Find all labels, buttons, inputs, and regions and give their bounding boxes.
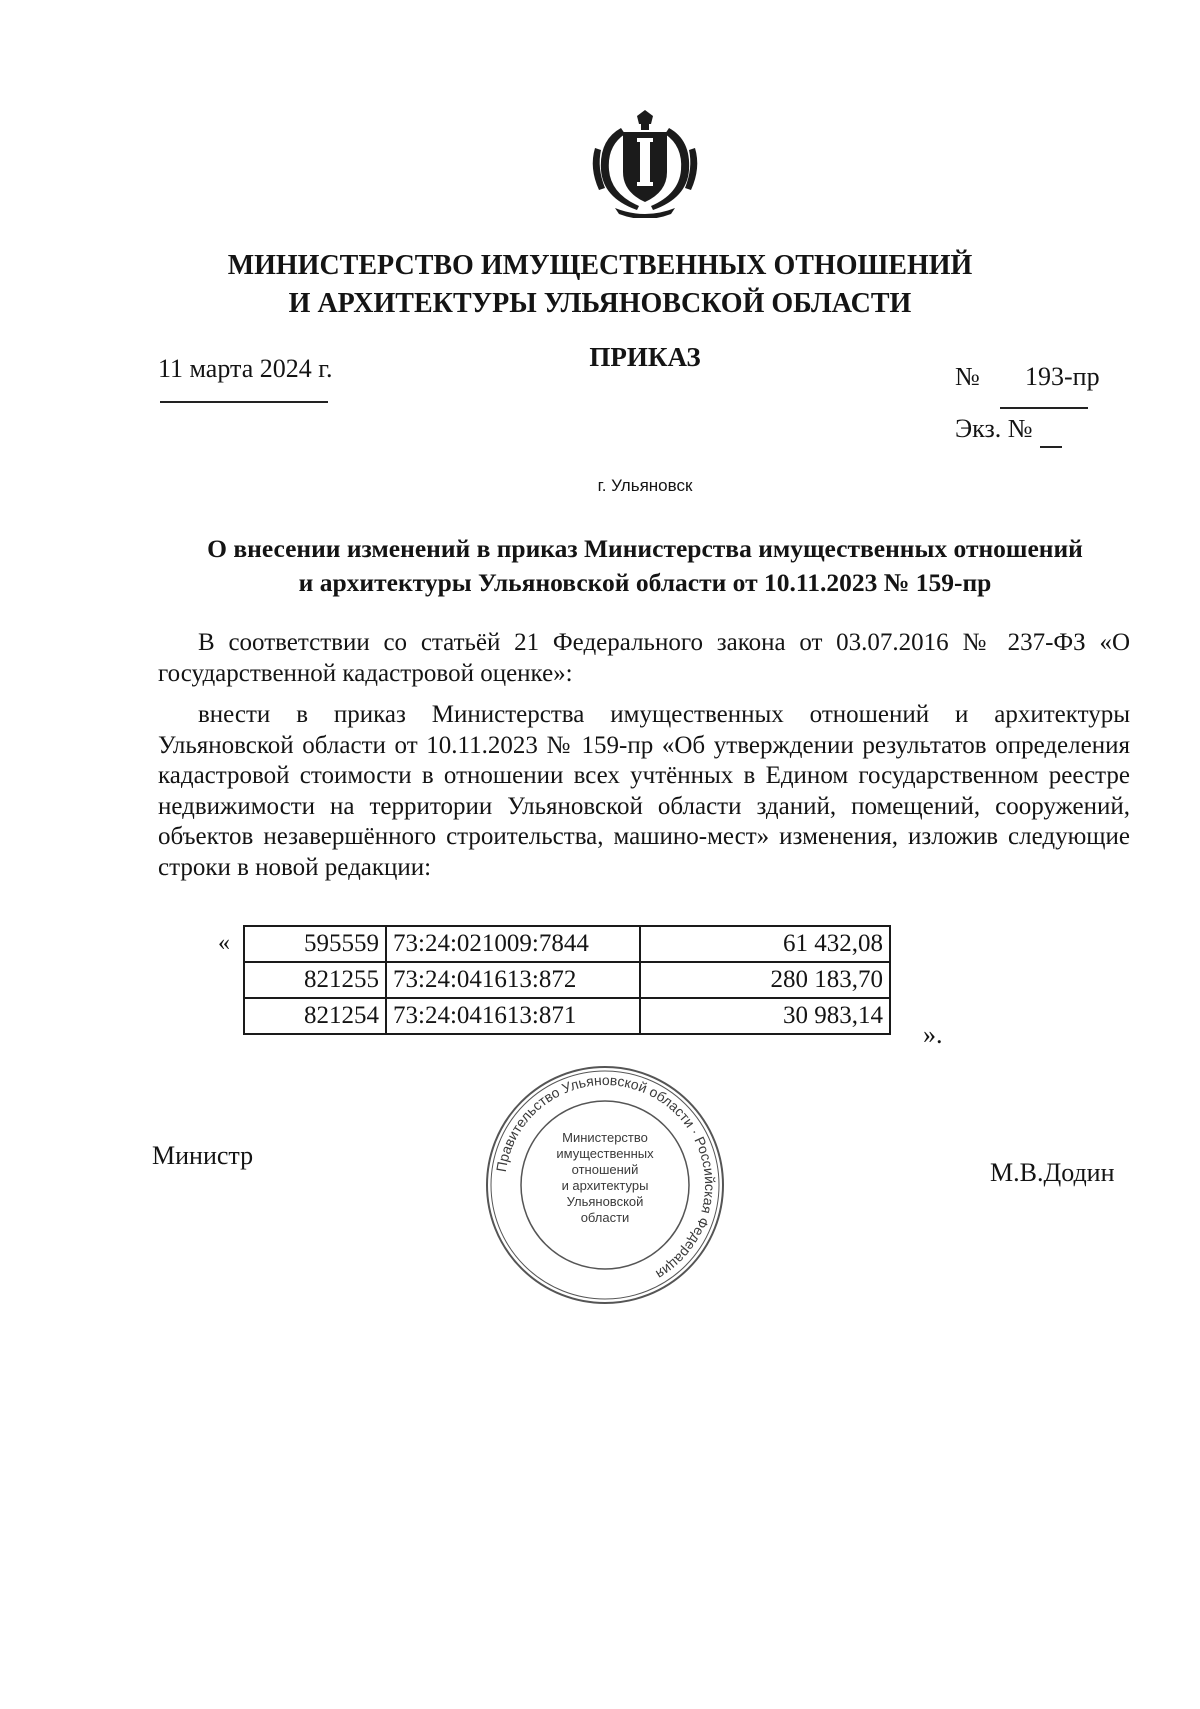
official-stamp xyxy=(480,1060,730,1310)
stamp-line: отношений xyxy=(571,1162,639,1177)
body-paragraph-1: В соответствии со статьёй 21 Федерального закона от 03.07.2016 № 237-ФЗ «О государственной кадастровой оценке»: xyxy=(158,629,1130,687)
stamp-line: и архитектуры xyxy=(561,1178,649,1193)
stamp-line: имущественных xyxy=(556,1146,654,1161)
row-id: 821255 xyxy=(244,962,386,998)
table-row xyxy=(244,998,890,1034)
stamp-outer-text: Правительство Ульяновской области · Российская Федерация xyxy=(492,1071,719,1283)
row-id: 821254 xyxy=(244,998,386,1034)
stamp-line: Ульяновской xyxy=(566,1194,644,1209)
row-cadastral-value: 280 183,70 xyxy=(640,962,890,998)
order-heading xyxy=(150,532,1140,600)
order-number-label: № xyxy=(955,362,980,391)
cadastral-values-table xyxy=(243,925,891,1035)
signatory-name: М.В.Додин xyxy=(990,1158,1115,1187)
row-cadastral-number: 73:24:041613:872 xyxy=(386,962,640,998)
body-paragraph-2: внести в приказ Министерства имущественных отношений и архитектуры Ульяновской области от 10.11.2023 № 159-пр «Об утверждении результатов определения кадастровой стоимости в отношении всех учтённых в Едином государственном реестре недвижимости на территории Ульяновской области зданий, помещений, сооружений, объектов незавершённого строительства, машино-мест» изменения, изложив следующие строки в новой редакции: xyxy=(158,701,1130,881)
table-quote-open: « xyxy=(218,930,230,956)
date-underline xyxy=(160,401,328,403)
order-number: 193-пр xyxy=(1025,362,1100,391)
ministry-name-line2: И АРХИТЕКТУРЫ УЛЬЯНОВСКОЙ ОБЛАСТИ xyxy=(288,288,912,319)
order-title: ПРИКАЗ xyxy=(589,342,701,372)
order-date: 11 марта 2024 г. xyxy=(158,354,333,383)
table-quote-close: ». xyxy=(923,1020,943,1049)
row-cadastral-value: 30 983,14 xyxy=(640,998,890,1034)
table-row xyxy=(244,926,890,962)
row-cadastral-number: 73:24:021009:7844 xyxy=(386,926,640,962)
row-cadastral-number: 73:24:041613:871 xyxy=(386,998,640,1034)
heading-line2: и архитектуры Ульяновской области от 10.11.2023 № 159-пр xyxy=(298,568,992,597)
stamp-inner-text xyxy=(522,1130,688,1226)
ministry-name-line1: МИНИСТЕРСТВО ИМУЩЕСТВЕННЫХ ОТНОШЕНИЙ xyxy=(227,250,973,281)
ulyanovsk-coat-of-arms-icon xyxy=(585,110,705,218)
stamp-line: области xyxy=(580,1210,630,1225)
heading-line1: О внесении изменений в приказ Министерства имущественных отношений xyxy=(207,534,1083,563)
copy-number-underline xyxy=(1040,446,1062,448)
row-id: 595559 xyxy=(244,926,386,962)
stamp-line: Министерство xyxy=(562,1130,648,1145)
city: г. Ульяновск xyxy=(597,476,693,495)
table-row xyxy=(244,962,890,998)
row-cadastral-value: 61 432,08 xyxy=(640,926,890,962)
number-underline xyxy=(1000,407,1088,409)
copy-number-label: Экз. № xyxy=(955,414,1033,443)
signatory-role: Министр xyxy=(152,1141,254,1170)
